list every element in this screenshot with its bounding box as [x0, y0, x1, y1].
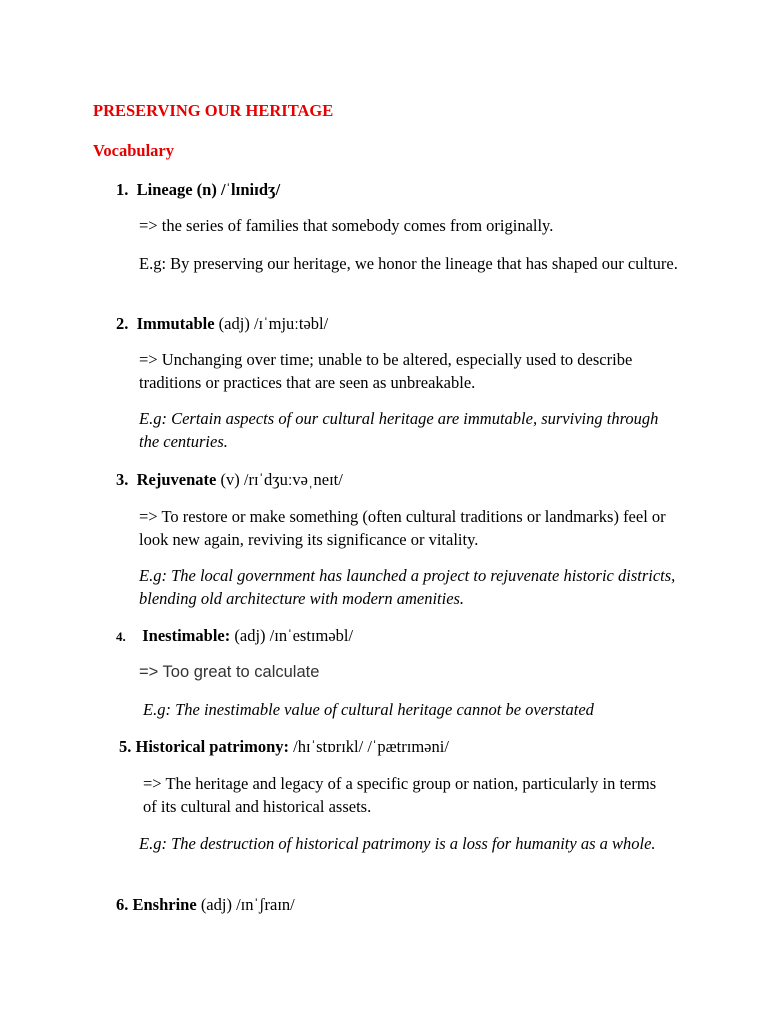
entry-number: 5.: [119, 737, 132, 756]
entry-example: E.g: By preserving our heritage, we honor the lineage that has shaped our culture.: [139, 254, 678, 273]
entry-definition: => The heritage and legacy of a specific group or nation, particularly in terms of its cultural and historical assets.: [143, 774, 657, 816]
entry-word: Inestimable:: [142, 626, 231, 645]
entry-pos: (v): [216, 470, 240, 489]
entry-number: 1.: [116, 180, 129, 199]
entry-example: E.g: The local government has launched a project to rejuvenate historic districts, blending old architecture with modern amenities.: [139, 566, 676, 608]
entry-example: E.g: The inestimable value of cultural heritage cannot be overstated: [143, 700, 594, 719]
entry-ipa: /rɪˈdʒuːvəˌneɪt/: [239, 470, 343, 489]
entry-ipa: /ˈlɪniɪdʒ/: [216, 180, 281, 199]
entry-ipa: /ɪˈmjuːtəbl/: [249, 314, 329, 333]
entry-ipa: /ɪnˈʃraɪn/: [231, 895, 295, 914]
entry-number: 4.: [116, 629, 126, 644]
entry-word: Enshrine: [132, 895, 197, 914]
entry-word: Lineage: [136, 180, 193, 199]
entry-pos: (n): [192, 180, 217, 199]
entry-pos: (adj): [214, 314, 250, 333]
entry-pos: (adj): [230, 626, 266, 645]
entry-ipa: /ɪnˈestɪməbl/: [265, 626, 354, 645]
document-title: PRESERVING OUR HERITAGE: [93, 101, 334, 120]
entry-definition: => Unchanging over time; unable to be altered, especially used to describe traditions or practices that are seen as unbreakable.: [139, 350, 633, 392]
entry-definition: => the series of families that somebody comes from originally.: [139, 216, 554, 235]
entry-example: E.g: The destruction of historical patrimony is a loss for humanity as a whole.: [139, 834, 656, 853]
entry-heading: [116, 893, 295, 916]
entry-definition: => Too great to calculate: [139, 663, 320, 681]
entry-word: Rejuvenate: [136, 470, 217, 489]
entry-ipa: /hɪˈstɒrɪkl/ /ˈpætrɪməni/: [289, 737, 449, 756]
entry-definition: => To restore or make something (often cultural traditions or landmarks) feel or look new again, reviving its significance or vitality.: [139, 507, 666, 549]
entry-heading: [116, 312, 328, 335]
entry-example: E.g: Certain aspects of our cultural heritage are immutable, surviving through the centuries.: [139, 409, 659, 451]
entry-number: 2.: [116, 314, 129, 333]
entry-number: 6.: [116, 895, 129, 914]
entry-word: Historical patrimony:: [135, 737, 290, 756]
section-heading: Vocabulary: [93, 141, 174, 160]
entry-heading: [119, 735, 449, 758]
entry-word: Immutable: [136, 314, 215, 333]
entry-heading: [116, 624, 353, 648]
entry-pos: (adj): [196, 895, 232, 914]
entry-heading: [116, 468, 343, 491]
entry-number: 3.: [116, 470, 129, 489]
entry-heading: [116, 178, 280, 201]
